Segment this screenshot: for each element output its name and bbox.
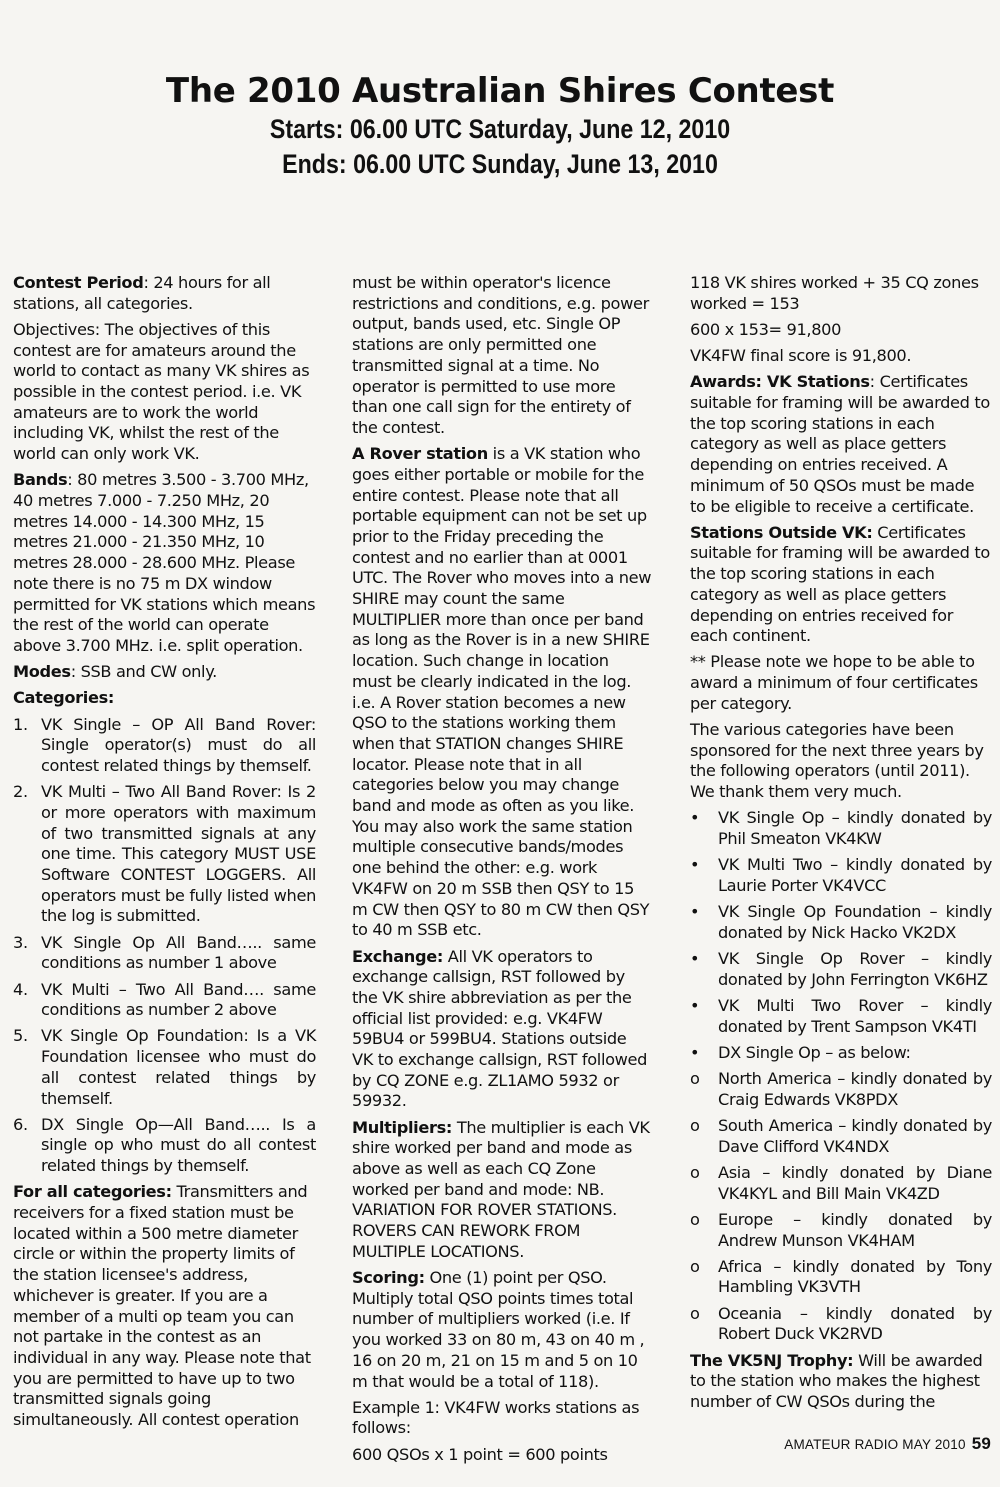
list-text: VK Single Op – kindly donated by Phil Smeaton VK4KW <box>718 808 992 849</box>
list-item <box>13 1115 316 1177</box>
categories-heading <box>13 688 316 709</box>
shires-total-line: 118 VK shires worked + 35 CQ zones worked = 153 <box>690 273 979 313</box>
bullet-marker: • <box>690 902 700 922</box>
all-categories-label: For all categories: <box>13 1182 172 1202</box>
column-1 <box>13 273 316 1436</box>
magazine-name: AMATEUR RADIO MAY 2010 <box>784 1437 966 1452</box>
list-text: VK Single Op Foundation – kindly donated by Nick Hacko VK2DX <box>718 902 992 942</box>
page-header <box>0 70 1000 182</box>
page-title: The 2010 Australian Shires Contest <box>165 71 835 111</box>
modes-paragraph <box>13 662 316 683</box>
list-number: 4. <box>13 979 28 999</box>
list-number: 6. <box>13 1114 28 1134</box>
list-text: VK Multi Two – kindly donated by Laurie Porter VK4VCC <box>718 855 992 895</box>
contest-start: Starts: 06.00 UTC Saturday, June 12, 2010 <box>269 114 731 144</box>
scoring-paragraph <box>352 1268 652 1392</box>
outside-vk-text: Certificates suitable for framing will be awarded to the top scoring stations in each category as well as place getters depending on entries received for each continent. <box>690 522 990 646</box>
modes-text: : SSB and CW only. <box>70 662 217 682</box>
rover-text: is a VK station who goes either portable or mobile for the entire contest. Please note that all portable equipment can not be set up prior to the Friday preceding the contest and no earlier than at 0001 UTC. The Rover who moves into a new SHIRE may count the same MULTIPLIER more than once per band as long as the Rover is in a new SHIRE location. Such change in location must be clearly indicated in the log. i.e. A Rover station becomes a new QSO to the stations working them when that STATION changes SHIRE locator. Please note that in all categories below you may change band and mode as often as you like. You may also work the same station multiple consecutive bands/modes one behind the other: e.g. work VK4FW on 20 m SSB then QSY to 15 m CW then QSY to 80 m CW then QSY to 40 m SSB etc. <box>352 444 652 940</box>
list-text: Africa – kindly donated by Tony Hambling VK3VTH <box>718 1256 992 1297</box>
categories-list <box>13 715 316 1177</box>
operation-continued-paragraph: must be within operator's licence restrictions and conditions, e.g. power output, bands used, etc. Single OP stations are only permitted one transmitted signal at a time. No operator is permitted to use more than one call sign for the entirety of the contest. <box>352 273 649 437</box>
list-text: Oceania – kindly donated by Robert Duck VK2RVD <box>718 1303 992 1344</box>
list-text: North America – kindly donated by Craig Edwards VK8PDX <box>718 1069 992 1109</box>
list-number: 5. <box>13 1026 28 1046</box>
list-item <box>13 933 316 974</box>
trophy-label: The VK5NJ Trophy: <box>690 1350 854 1370</box>
multipliers-text: The multiplier is each VK shire worked per band and mode as above as well as each CQ Zone worked per band and mode: NB. VARIATION FOR ROVER STATIONS. ROVERS CAN REWORK FROM MULTIPLE LOCATIONS. <box>352 1117 650 1261</box>
bullet-marker: • <box>690 996 700 1015</box>
list-item <box>690 1163 992 1204</box>
all-categories-paragraph <box>13 1182 316 1430</box>
contest-period-text: : 24 hours for all stations, all categories. <box>13 273 271 313</box>
list-text: DX Single Op—All Band….. Is a single op who must do all contest related things by themself. <box>41 1114 316 1176</box>
bullet-marker: • <box>690 1042 700 1062</box>
bands-paragraph <box>13 470 316 656</box>
sponsors-paragraph: The various categories have been sponsored for the next three years by the following operators (until 2011). We thank them very much. <box>690 720 984 802</box>
awards-text: : Certificates suitable for framing will be awarded to the top scoring stations in each category as well as place getters depending on entries received. A minimum of 50 QSOs must be made to be eligible to receive a certificate. <box>690 372 990 516</box>
outside-vk-paragraph <box>690 523 992 647</box>
list-text: DX Single Op – as below: <box>718 1042 911 1062</box>
categories-label: Categories: <box>13 688 114 708</box>
list-item <box>690 996 992 1037</box>
scoring-text: One (1) point per QSO. Multiply total QSO points times total number of multipliers worked (i.e. If you worked 33 on 80 m, 43 on 40 m , 16 on 20 m, 21 on 15 m and 5 on 10 m that would be a total of 118). <box>352 1268 645 1391</box>
bullet-marker: • <box>690 949 700 969</box>
multipliers-paragraph <box>352 1118 652 1263</box>
list-item <box>13 980 316 1021</box>
list-text: VK Single Op Rover – kindly donated by John Ferrington VK6HZ <box>718 949 992 989</box>
bullet-marker: o <box>690 1256 700 1276</box>
sponsors-list <box>690 808 992 1345</box>
list-text: VK Single Op Foundation: Is a VK Foundation licensee who must do all contest related things by themself. <box>41 1026 316 1108</box>
bullet-marker: o <box>690 1209 700 1229</box>
list-text: VK Multi – Two All Band…. same conditions as number 2 above <box>41 979 316 1020</box>
list-item <box>690 1304 992 1345</box>
list-item <box>690 1116 992 1157</box>
contest-period-paragraph <box>13 273 316 314</box>
trophy-paragraph <box>690 1351 992 1413</box>
all-categories-text: Transmitters and receivers for a fixed station must be located within a 500 metre diameter circle or within the property limits of the station licensee's address, whichever is greater. If you are a member of a multi op team you can not partake in the contest as an individual in any way. Please note that you are permitted to have up to two transmitted signals going simultaneously. All contest operation <box>13 1182 311 1430</box>
list-item <box>690 1210 992 1251</box>
objectives-paragraph: Objectives: The objectives of this contest are for amateurs around the world to contact as many VK shires as possible in the contest period. i.e. VK amateurs are to work the world including VK, whilst the rest of the world can only work VK. <box>13 319 310 464</box>
trophy-text: Will be awarded to the station who makes the highest number of CW QSOs during the <box>690 1350 983 1411</box>
scoring-label: Scoring: <box>352 1268 425 1288</box>
list-item <box>13 1026 316 1109</box>
bullet-marker: o <box>690 1162 700 1182</box>
list-item <box>690 1069 992 1110</box>
bullet-marker: • <box>690 808 700 828</box>
list-item <box>690 1257 992 1298</box>
list-item <box>690 855 992 896</box>
list-text: VK Single – OP All Band Rover: Single operator(s) must do all contest related things by themself. <box>41 714 316 775</box>
contest-period-label: Contest Period <box>13 273 144 292</box>
rover-label: A Rover station <box>352 444 488 464</box>
list-text: Europe – kindly donated by Andrew Munson VK4HAM <box>718 1209 992 1250</box>
modes-label: Modes <box>13 662 71 682</box>
list-text: VK Multi Two Rover – kindly donated by Trent Sampson VK4TI <box>718 996 992 1036</box>
certificates-note: ** Please note we hope to be able to award a minimum of four certificates per category. <box>690 652 978 713</box>
bullet-marker: o <box>690 1069 700 1089</box>
exchange-paragraph <box>352 947 652 1113</box>
bands-text: : 80 metres 3.500 - 3.700 MHz, 40 metres 7.000 - 7.250 MHz, 20 metres 14.000 - 14.300 MHz, 15 metres 21.000 - 21.350 MHz, 10 metres 28.000 - 28.600 MHz. Please note there is no 75 m DX window permitted for VK stations which means the rest of the world can operate above 3.700 MHz. i.e. split operation. <box>13 470 316 655</box>
list-text: South America – kindly donated by Dave Clifford VK4NDX <box>718 1116 992 1156</box>
page-number: 59 <box>971 1434 991 1453</box>
list-text: VK Multi – Two All Band Rover: Is 2 or more operators with maximum of two transmitted signals at any one time. This category MUST USE Software CONTEST LOGGERS. All operators must be fully listed when the log is submitted. <box>41 782 316 926</box>
rover-paragraph <box>352 444 652 941</box>
multipliers-label: Multipliers: <box>352 1117 453 1137</box>
list-text: VK Single Op All Band….. same conditions as number 1 above <box>41 932 316 973</box>
list-item <box>13 715 316 777</box>
awards-paragraph <box>690 372 992 517</box>
column-2 <box>352 273 652 1471</box>
list-item <box>690 808 992 849</box>
list-item <box>690 949 992 990</box>
column-3 <box>690 273 992 1418</box>
list-text: Asia – kindly donated by Diane VK4KYL and Bill Main VK4ZD <box>718 1162 992 1203</box>
page-footer <box>784 1434 991 1454</box>
list-item <box>690 1043 992 1064</box>
list-number: 3. <box>13 932 28 952</box>
bullet-marker: • <box>690 855 700 875</box>
list-item <box>690 902 992 943</box>
score-calculation-line: 600 x 153= 91,800 <box>690 319 842 339</box>
example-paragraph: Example 1: VK4FW works stations as follows: <box>352 1397 640 1438</box>
exchange-text: All VK operators to exchange callsign, RST followed by the VK shire abbreviation as per the official list provided: e.g. VK4FW 59BU4 or 599BU4. Stations outside VK to exchange callsign, RST followed by CQ ZONE e.g. ZL1AMO 5932 or 59932. <box>352 946 648 1111</box>
qso-points-line: 600 QSOs x 1 point = 600 points <box>352 1444 608 1464</box>
list-number: 2. <box>13 782 28 802</box>
list-item <box>13 782 316 927</box>
contest-end: Ends: 06.00 UTC Sunday, June 13, 2010 <box>282 149 718 179</box>
awards-label: Awards: VK Stations <box>690 372 870 392</box>
final-score-line: VK4FW final score is 91,800. <box>690 346 912 366</box>
bands-label: Bands <box>13 470 68 490</box>
bullet-marker: o <box>690 1116 700 1136</box>
list-number: 1. <box>13 714 28 734</box>
bullet-marker: o <box>690 1303 700 1323</box>
exchange-label: Exchange: <box>352 946 443 966</box>
outside-vk-label: Stations Outside VK: <box>690 522 873 542</box>
